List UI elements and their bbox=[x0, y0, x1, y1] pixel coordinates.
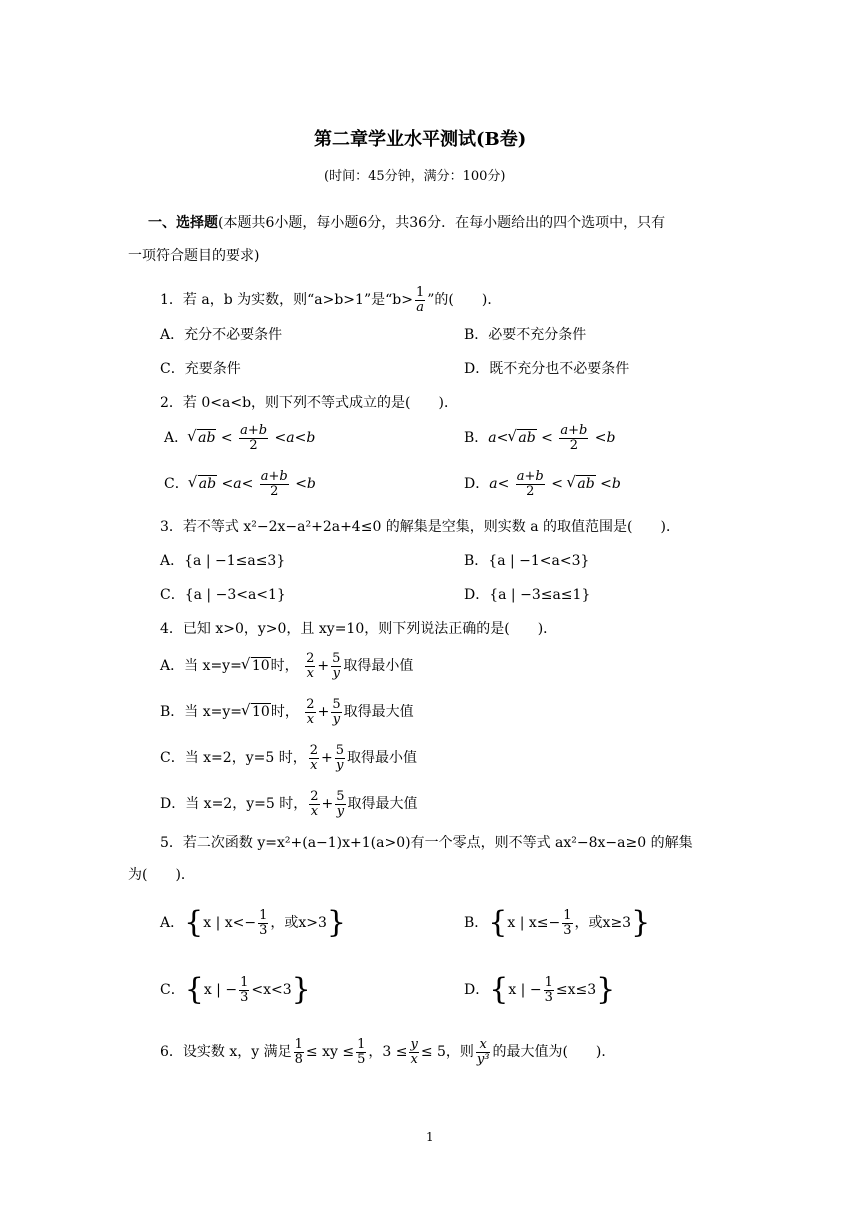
q6-mid1: ≤ xy ≤ bbox=[305, 1044, 355, 1061]
var-a: a bbox=[286, 430, 295, 447]
frac-2x: $\frac{2}{x}$ bbox=[306, 697, 315, 727]
page-number: 1 bbox=[426, 1130, 434, 1144]
q5-option-c bbox=[160, 972, 311, 1007]
q5-option-a bbox=[160, 905, 347, 940]
q5-b-pre: x | x≤− bbox=[507, 915, 561, 931]
lt: < bbox=[551, 476, 563, 493]
q4-a-sqrt: √ 10 bbox=[242, 659, 271, 673]
frac-2x: $\frac{2}{x}$ bbox=[309, 743, 318, 773]
q4-a-pre: A．当 x=y= bbox=[160, 658, 242, 675]
q2-a-frac: $\frac{a+b}{2}$ bbox=[240, 423, 268, 453]
q3-option-b: B．{a | −1<a<3} bbox=[464, 553, 590, 569]
var-b: b bbox=[306, 476, 316, 493]
question-3-stem: 3．若不等式 x²−2x−a²+2a+4≤0 的解集是空集，则实数 a 的取值范围是( )． bbox=[160, 519, 680, 535]
q2-a-sqrt: √ ab bbox=[188, 431, 216, 445]
frac-5y: $\frac{5}{y}$ bbox=[332, 651, 341, 681]
frac-1-3: $\frac{1}{3}$ bbox=[544, 974, 553, 1005]
q1-option-b: B．必要不充分条件 bbox=[464, 327, 587, 343]
lt: < bbox=[496, 430, 509, 447]
q1-fraction bbox=[415, 286, 425, 314]
lt: < bbox=[295, 476, 307, 493]
q1-stem-a: 1．若 a，b 为实数，则“a>b>1”是“b> bbox=[160, 292, 413, 309]
q5-b-label: B． bbox=[464, 915, 489, 931]
right-brace: } bbox=[631, 905, 651, 940]
frac-2x: $\frac{2}{x}$ bbox=[306, 651, 315, 681]
section-description: (本题共6小题，每小题6分，共36分．在每小题给出的四个选项中，只有 bbox=[218, 215, 666, 231]
q5-c-pre: x | − bbox=[203, 982, 238, 998]
q2-option-b bbox=[464, 424, 615, 452]
q5-a-post: ，或x>3 bbox=[270, 915, 327, 931]
q5-d-pre: x | − bbox=[508, 982, 542, 998]
q4-b-shi: 时， bbox=[270, 704, 299, 721]
question-5-stem: 5．若二次函数 y=x²+(a−1)x+1(a>0)有一个零点，则不等式 ax²−8x−a≥0 的解集 bbox=[160, 835, 693, 851]
q2-option-c bbox=[164, 470, 316, 498]
left-brace: { bbox=[489, 972, 509, 1007]
q4-d-result: 取得最大值 bbox=[347, 796, 418, 813]
frac-5y: $\frac{5}{y}$ bbox=[335, 743, 344, 773]
frac-1-3: $\frac{1}{3}$ bbox=[240, 974, 249, 1005]
q3-option-c: C．{a | −3<a<1} bbox=[160, 587, 286, 603]
q2-c-frac: $\frac{a+b}{2}$ bbox=[260, 469, 288, 499]
q6-mid3: ≤ 5，则 bbox=[420, 1044, 474, 1061]
lt: < bbox=[594, 430, 607, 447]
var-b: b bbox=[611, 476, 621, 493]
question-4-stem: 4．已知 x>0，y>0，且 xy=10，则下列说法正确的是( )． bbox=[160, 621, 558, 637]
lt: < bbox=[274, 430, 287, 447]
section-heading-label: 一、选择题 bbox=[148, 215, 218, 231]
q5-a-label: A． bbox=[160, 915, 185, 931]
lt: < bbox=[294, 430, 307, 447]
q5-c-post: <x<3 bbox=[251, 982, 292, 998]
q1-frac-den: a bbox=[416, 299, 424, 315]
question-2-stem: 2．若 0<a<b，则下列不等式成立的是( )． bbox=[160, 395, 458, 411]
q3-option-d: D．{a | −3≤a≤1} bbox=[464, 587, 591, 603]
lt: < bbox=[600, 476, 612, 493]
q1-frac-num: 1 bbox=[415, 285, 425, 300]
plus: + bbox=[317, 658, 330, 675]
q5-option-b bbox=[464, 905, 651, 940]
question-5-stem-cont: 为( )． bbox=[128, 867, 195, 883]
q4-option-b bbox=[160, 698, 414, 726]
lt: < bbox=[241, 476, 254, 493]
q4-b-pre: B．当 x=y= bbox=[160, 704, 243, 721]
q6-stem-b: 的最大值为( )． bbox=[492, 1044, 616, 1061]
right-brace: } bbox=[291, 972, 311, 1007]
section-description-cont: 一项符合题目的要求) bbox=[128, 248, 260, 264]
page-subtitle: (时间：45分钟，满分：100分) bbox=[324, 169, 506, 184]
q2-c-label: C． bbox=[164, 476, 189, 493]
right-brace: } bbox=[596, 972, 616, 1007]
frac-1-5: $\frac{1}{5}$ bbox=[357, 1037, 366, 1067]
frac-1-3: $\frac{1}{3}$ bbox=[563, 907, 572, 938]
frac-x-y3: $\frac{x}{\text{y³}}$ bbox=[476, 1037, 490, 1067]
q4-b-sqrt: √ 10 bbox=[242, 705, 271, 719]
q4-d-pre: D．当 x=2，y=5 时， bbox=[160, 796, 308, 813]
q1-option-d: D．既不充分也不必要条件 bbox=[464, 361, 630, 377]
frac-5y: $\frac{5}{y}$ bbox=[332, 697, 341, 727]
q2-option-d bbox=[464, 470, 621, 498]
q2-b-label: B． bbox=[464, 430, 489, 447]
page-title: 第二章学业水平测试(B卷) bbox=[314, 129, 527, 150]
plus: + bbox=[320, 750, 333, 767]
q6-mid2: ，3 ≤ bbox=[368, 1044, 408, 1061]
frac-2x: $\frac{2}{x}$ bbox=[310, 789, 319, 819]
q2-d-sqrt: √ ab bbox=[567, 477, 595, 491]
q5-d-label: D． bbox=[464, 982, 490, 998]
q5-c-label: C． bbox=[160, 982, 185, 998]
q1-stem-b: ”的( )． bbox=[427, 292, 502, 309]
left-brace: { bbox=[184, 905, 204, 940]
q1-option-c: C．充要条件 bbox=[160, 361, 241, 377]
q4-a-result: 取得最小值 bbox=[343, 658, 414, 675]
var-a: a bbox=[233, 476, 242, 493]
plus: + bbox=[317, 704, 330, 721]
lt: < bbox=[497, 476, 510, 493]
lt: < bbox=[541, 430, 553, 447]
q5-a-pre: x | x<− bbox=[203, 915, 257, 931]
q2-b-sqrt: √ ab bbox=[508, 431, 536, 445]
q2-a-label: A． bbox=[164, 430, 189, 447]
question-1-stem bbox=[160, 286, 501, 314]
q4-c-result: 取得最小值 bbox=[347, 750, 417, 767]
frac-1-3: $\frac{1}{3}$ bbox=[259, 907, 268, 938]
q5-option-d bbox=[464, 972, 616, 1007]
q5-b-post: ，或x≥3 bbox=[574, 915, 632, 931]
lt: < bbox=[220, 430, 233, 447]
frac-y-x: $\frac{y}{x}$ bbox=[410, 1037, 418, 1067]
var-b: b bbox=[306, 430, 316, 447]
q2-d-label: D． bbox=[464, 476, 490, 493]
section-heading bbox=[148, 216, 665, 230]
q1-option-a: A．充分不必要条件 bbox=[160, 327, 283, 343]
q5-d-post: ≤x≤3 bbox=[555, 982, 597, 998]
q3-option-a: A．{a | −1≤a≤3} bbox=[160, 553, 286, 569]
q2-c-sqrt: √ ab bbox=[189, 477, 217, 491]
q4-option-c bbox=[160, 744, 417, 772]
q4-c-pre: C．当 x=2，y=5 时， bbox=[160, 750, 307, 767]
q2-b-frac: $\frac{a+b}{2}$ bbox=[560, 423, 588, 453]
q4-option-a bbox=[160, 652, 413, 680]
left-brace: { bbox=[488, 905, 508, 940]
q2-option-a bbox=[164, 424, 315, 452]
var-a: a bbox=[489, 476, 498, 493]
q4-a-shi: 时， bbox=[270, 658, 299, 675]
lt: < bbox=[221, 476, 234, 493]
left-brace: { bbox=[184, 972, 204, 1007]
var-b: b bbox=[606, 430, 616, 447]
frac-1-8: $\frac{1}{8}$ bbox=[294, 1037, 303, 1067]
var-a: a bbox=[488, 430, 497, 447]
right-brace: } bbox=[326, 905, 347, 940]
frac-5y: $\frac{5}{y}$ bbox=[336, 789, 345, 819]
q2-d-frac: $\frac{a+b}{2}$ bbox=[516, 469, 544, 499]
q4-option-d bbox=[160, 790, 418, 818]
plus: + bbox=[321, 796, 334, 813]
q6-stem-a: 6．设实数 x，y 满足 bbox=[160, 1044, 292, 1061]
q4-b-result: 取得最大值 bbox=[343, 704, 414, 721]
question-6-stem bbox=[160, 1038, 615, 1066]
